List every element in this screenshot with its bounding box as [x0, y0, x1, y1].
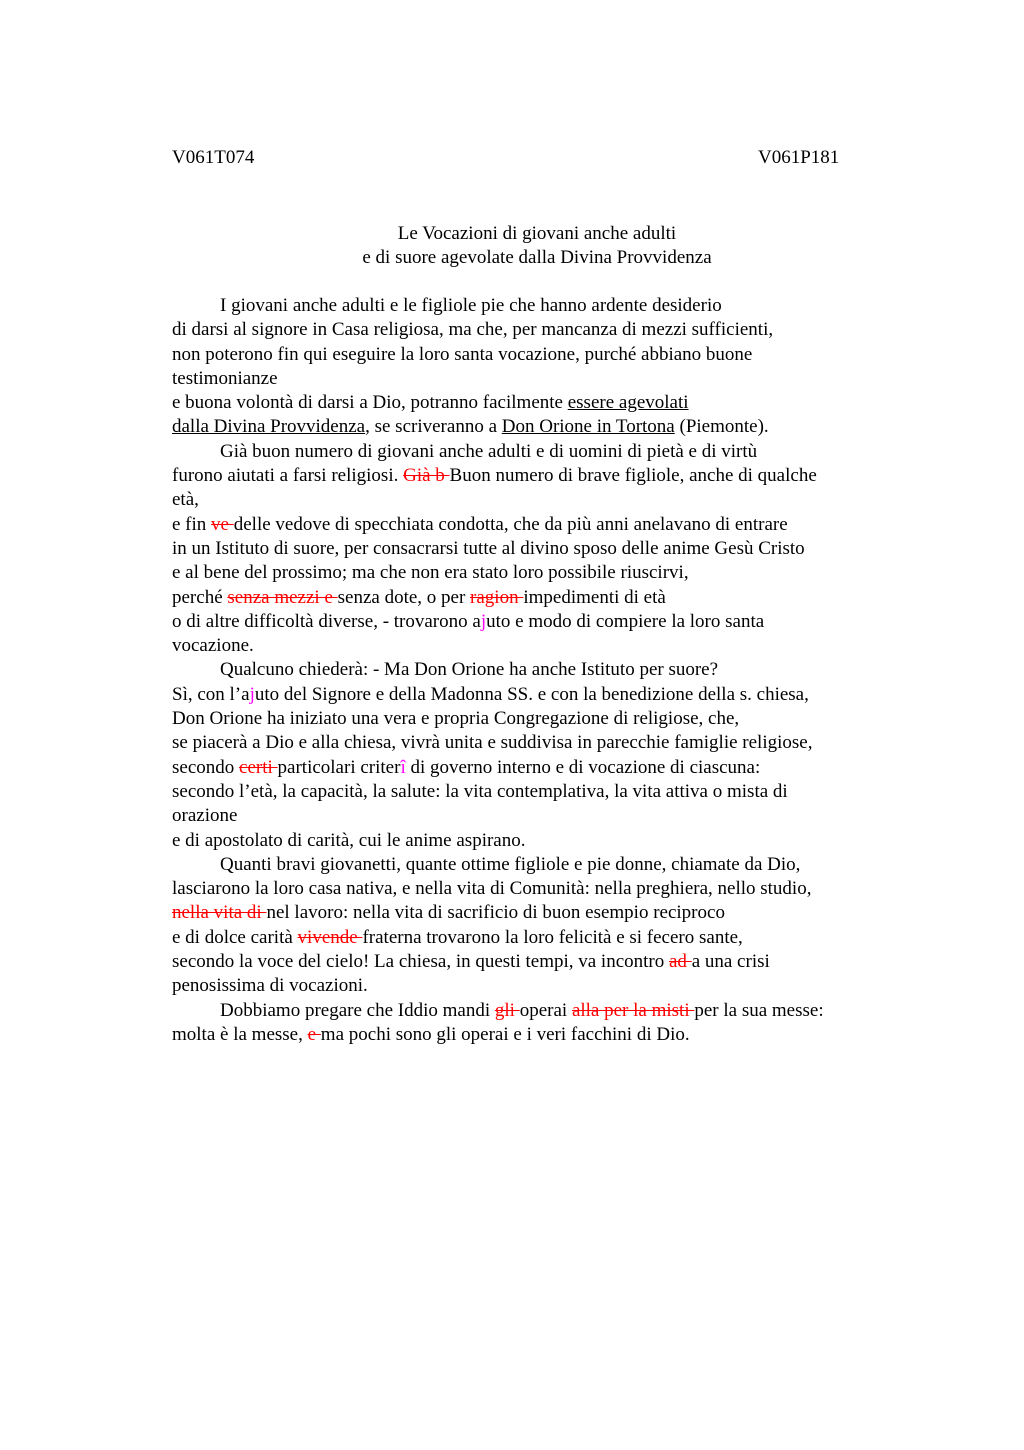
text-run: senza dote, o per — [337, 586, 471, 608]
inserted-text: î — [400, 756, 406, 778]
title-line-2: e di suore agevolate dalla Divina Provvidenza — [362, 247, 712, 269]
text-run: , se scriveranno a — [365, 416, 502, 438]
text-run: impedimenti di età — [523, 586, 666, 608]
inserted-text: j — [480, 610, 487, 632]
body-line: se piacerà a Dio e alla chiesa, vivrà unita e suddivisa in parecchie famiglie religiose, — [172, 732, 813, 754]
body-line — [172, 586, 892, 610]
body-line: lasciarono la loro casa nativa, e nella vita di Comunità: nella preghiera, nello studio, — [172, 878, 812, 900]
document-title — [172, 222, 902, 271]
deleted-text: ve — [211, 513, 234, 535]
body-line — [172, 950, 892, 974]
deleted-text: alla per la misti — [571, 999, 695, 1021]
underlined-text: Don Orione in Tortona — [501, 416, 675, 438]
text-run: uto e modo di compiere la loro santa — [486, 610, 765, 632]
body-line: orazione — [172, 805, 238, 827]
deleted-text: vivende — [297, 926, 363, 948]
body-line: età, — [172, 489, 199, 511]
text-run: perché — [172, 586, 228, 608]
text-run: fraterna trovarono la loro felicità e si fecero sante, — [362, 926, 743, 948]
header-right-code: V061P181 — [758, 147, 840, 168]
body-line — [172, 683, 892, 707]
body-line — [172, 756, 892, 780]
body-line: in un Istituto di suore, per consacrarsi tutte al divino sposo delle anime Gesù Cristo — [172, 537, 805, 559]
text-run: di governo interno e di vocazione di ciascuna: — [405, 756, 761, 778]
text-run: Sì, con l’a — [172, 683, 250, 705]
body-line: I giovani anche adulti e le figliole pie che hanno ardente desiderio — [220, 295, 722, 316]
text-run: uto del Signore e della Madonna SS. e con la benedizione della s. chiesa, — [254, 683, 809, 705]
deleted-text: Già b — [403, 465, 450, 487]
text-run: e fin — [172, 513, 212, 535]
text-run: secondo la voce del cielo! La chiesa, in questi tempi, va incontro — [172, 951, 669, 973]
deleted-text: senza mezzi e — [227, 586, 338, 608]
body-line — [172, 464, 892, 488]
body-line: non poterono fin qui eseguire la loro santa vocazione, purché abbiano buone — [172, 343, 753, 365]
title-line-1: Le Vocazioni di giovani anche adulti — [397, 223, 677, 244]
text-run: e di dolce carità — [172, 926, 298, 948]
body-line — [172, 901, 892, 925]
text-run: per la sua messe: — [694, 999, 824, 1021]
text-run: Buon numero di brave figliole, anche di qualche — [449, 465, 817, 487]
header-left-code: V061T074 — [172, 147, 255, 168]
text-run: nel lavoro: nella vita di sacrificio di buon esempio reciproco — [266, 902, 725, 924]
body-line — [172, 391, 892, 415]
body-line: Già buon numero di giovani anche adulti e di uomini di pietà e di virtù — [220, 440, 758, 462]
body-line: testimonianze — [172, 367, 278, 389]
inserted-text: j — [249, 683, 255, 705]
deleted-text: certi — [239, 756, 278, 778]
text-run: Dobbiamo pregare che Iddio mandi — [220, 999, 495, 1021]
deleted-text: nella vita di — [172, 902, 267, 924]
body-line: Qualcuno chiederà: - Ma Don Orione ha anche Istituto per suore? — [220, 659, 719, 681]
body-line: secondo l’età, la capacità, la salute: la vita contemplativa, la vita attiva o mista di — [172, 780, 788, 802]
body-line — [172, 926, 892, 950]
text-run: secondo — [172, 756, 240, 778]
document-body — [172, 294, 892, 1047]
text-run: a una crisi — [691, 951, 770, 973]
underlined-text: essere agevolati — [567, 392, 689, 414]
body-line — [172, 513, 892, 537]
body-line — [172, 999, 892, 1023]
text-run: o di altre difficoltà diverse, - trovarono a — [172, 610, 481, 632]
body-line: Don Orione ha iniziato una vera e propria Congregazione di religiose, che, — [172, 708, 740, 730]
body-line: e al bene del prossimo; ma che non era stato loro possibile riuscirvi, — [172, 562, 689, 584]
text-run: (Piemonte). — [674, 416, 769, 438]
body-line — [172, 1023, 892, 1047]
deleted-text: ad — [669, 951, 692, 973]
body-line: penosissima di vocazioni. — [172, 975, 368, 997]
deleted-text: e — [307, 1023, 321, 1045]
underlined-text: dalla Divina Provvidenza — [172, 416, 366, 438]
text-run: delle vedove di specchiata condotta, che da più anni anelavano di entrare — [233, 513, 788, 535]
text-run: furono aiutati a farsi religiosi. — [172, 465, 404, 487]
body-line — [172, 415, 892, 439]
text-run: molta è la messe, — [172, 1023, 308, 1045]
text-run: particolari criter — [277, 756, 401, 778]
body-line: e di apostolato di carità, cui le anime aspirano. — [172, 829, 526, 851]
deleted-text: gli — [494, 999, 520, 1021]
text-run: operai — [519, 999, 572, 1021]
text-run: e buona volontà di darsi a Dio, potranno facilmente — [172, 392, 568, 414]
body-line: di darsi al signore in Casa religiosa, ma che, per mancanza di mezzi sufficienti, — [172, 319, 774, 341]
body-line: Quanti bravi giovanetti, quante ottime figliole e pie donne, chiamate da Dio, — [220, 853, 801, 875]
deleted-text: ragion — [470, 586, 524, 608]
body-line — [172, 610, 892, 634]
body-line: vocazione. — [172, 635, 254, 657]
text-run: ma pochi sono gli operai e i veri facchini di Dio. — [320, 1023, 690, 1045]
